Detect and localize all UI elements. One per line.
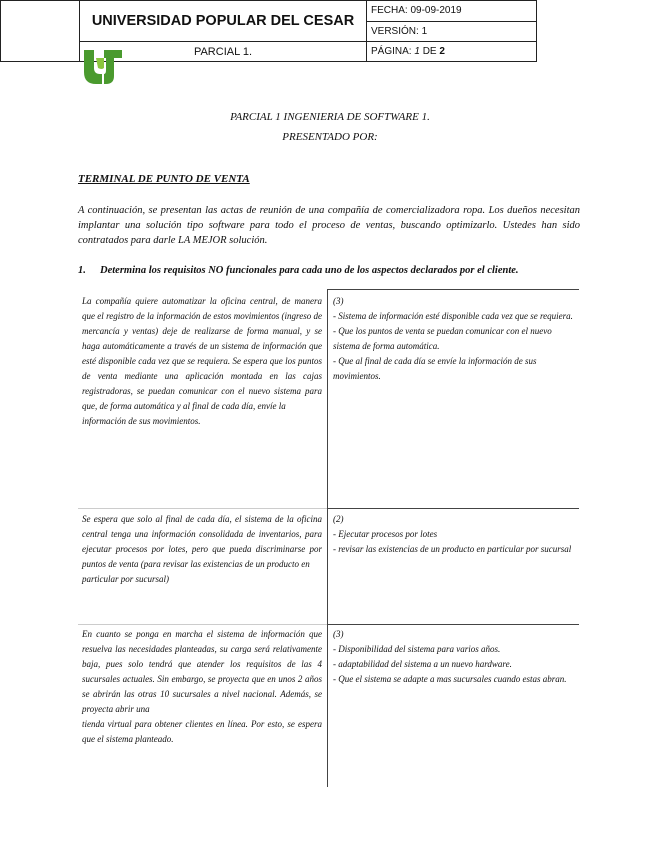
question-number: 1. [78,265,86,276]
table-row-3-aspect [82,627,322,747]
aspect-line: La compañía quiere automatizar la oficina central, de manera que el registro de la información de estos movimientos (ingreso de mercancía y ventas) deje de realizarse de forma manual, y se haga automáticamente a través de un sistema de información que esté disponible cada vez que se requiera. Se espera que los puntos de venta mediante una aplicación montada en las cajas registradoras, se puedan comunicar con el nuevo sistema para que, de forma automática y al final de cada día, envíe la [82,296,322,411]
aspect-line: En cuanto se ponga en marcha el sistema de información que resuelva las necesidades planteadas, su carga será relativamente baja, pues solo tendrá que atender los requisitos de las 4 sucursales actuales. Sin embargo, se proyecta que en unos 2 años se abrirán las otras 10 sucursales a nivel nacional. Además, se proyecta abrir una [82,629,322,714]
exam-name: PARCIAL 1. [80,42,367,62]
logo-shape-right [104,50,122,84]
section-title: TERMINAL DE PUNTO DE VENTA [78,173,250,185]
table-row-2-aspect [82,512,322,587]
row-divider-1 [327,508,579,509]
requirement-count: (3) [333,296,344,306]
logo-shape-accent [96,58,104,69]
document-title: PARCIAL 1 INGENIERIA DE SOFTWARE 1. [230,111,430,123]
table-row-3-requirements [333,627,573,687]
pagina-num: 1 [414,46,420,57]
aspect-line: particular por sucursal) [82,574,170,584]
fecha-cell: FECHA: 09-09-2019 [367,1,537,22]
pagina-total: 2 [439,46,445,57]
requirement-item: - adaptabilidad del sistema a un nuevo hardware. [333,659,512,669]
table-row-1-requirements [333,294,573,384]
requirement-count: (3) [333,629,344,639]
table-vertical-divider [327,289,328,787]
row-divider-2-left [78,624,327,625]
requirement-item: - Que al final de cada día se envíe la información de sus movimientos. [333,356,537,381]
version-cell: VERSIÓN: 1 [367,21,537,42]
table-top-border [327,289,579,290]
requirement-count: (2) [333,514,344,524]
row-divider-1-left [78,508,327,509]
aspect-line: tienda virtual para obtener clientes en línea. Por esto, se espera que el sistema planteado. [82,719,322,744]
aspect-line: información de sus movimientos. [82,416,201,426]
requirement-item: - revisar las existencias de un producto en particular por sucursal [333,544,572,554]
question-text: Determina los requisitos NO funcionales para cada uno de los aspectos declarados por el cliente. [100,265,519,276]
pagina-label: PÁGINA: [371,46,412,57]
intro-paragraph: A continuación, se presentan las actas de reunión de una compañía de comercializadora ropa. Los dueños necesitan implantar una solución tipo software para todo el proceso de ventas, buscando optimizarlo. Ustedes han sido contratados para darle LA MEJOR solución. [78,205,580,246]
pagina-de: DE [422,46,437,57]
row-divider-2 [327,624,579,625]
requirement-item: - Ejecutar procesos por lotes [333,529,438,539]
aspect-line: Se espera que solo al final de cada día, el sistema de la oficina central tenga una información consolidada de inventarios, para ejecutar procesos por lotes, pero que pueda discriminarse por puntos de venta (para revisar las existencias de un producto en [82,514,322,569]
document-subtitle: PRESENTADO POR: [282,131,378,143]
header-empty-cell [1,1,80,62]
table-row-2-requirements [333,512,573,557]
requirement-item: - Disponibilidad del sistema para varios años. [333,644,501,654]
university-name: UNIVERSIDAD POPULAR DEL CESAR [80,1,367,42]
table-row-1-aspect [82,294,322,429]
question-1 [78,265,578,276]
requirement-item: - Sistema de información esté disponible cada vez que se requiera. [333,311,573,321]
requirement-item: - Que los puntos de venta se puedan comunicar con el nuevo sistema de forma automática. [333,326,552,351]
requirement-item: - Que el sistema se adapte a mas sucursales cuando estas abran. [333,674,567,684]
university-logo-icon [80,46,126,88]
pagina-cell [367,42,537,62]
